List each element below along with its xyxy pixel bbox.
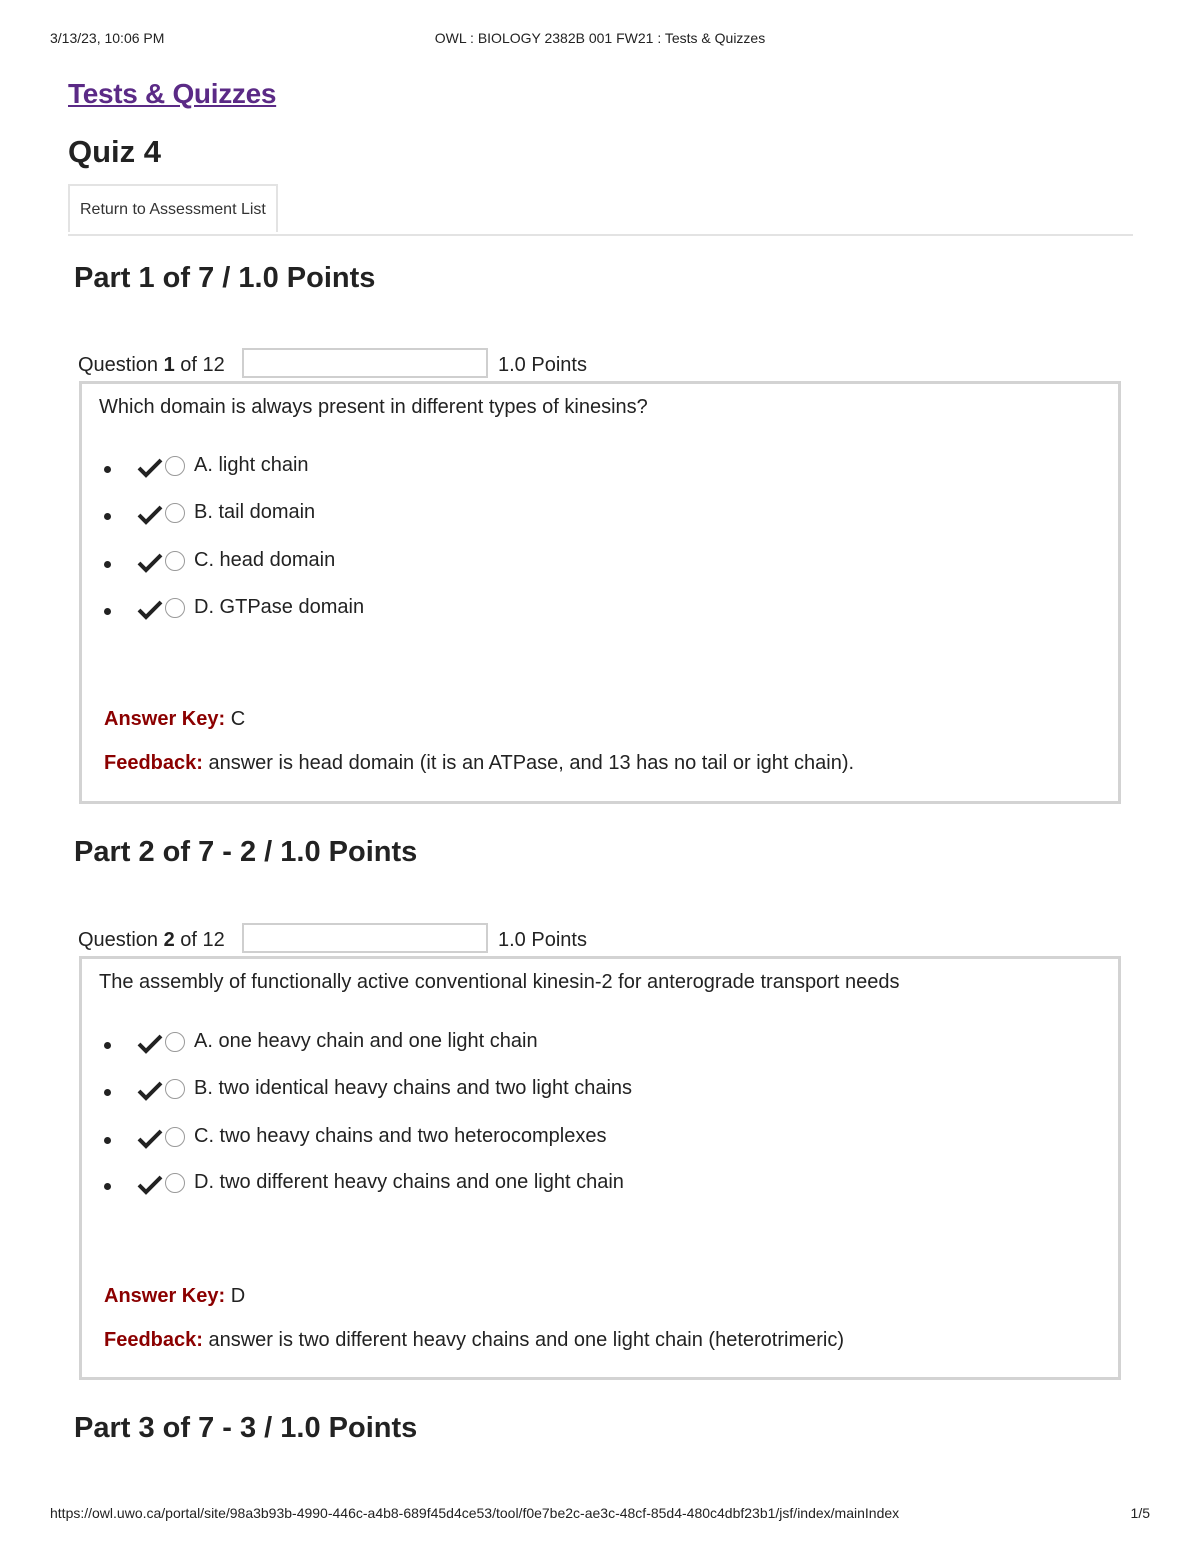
answer-c-radio[interactable]: [165, 1127, 185, 1147]
question-1-header: [78, 348, 638, 382]
print-header: [50, 30, 1150, 50]
answer-d-text: D. GTPase domain: [194, 596, 365, 618]
bullet-icon: [104, 608, 111, 615]
bullet-icon: [104, 1137, 111, 1144]
answer-b-text: B. two identical heavy chains and two light chains: [194, 1077, 633, 1099]
checkmark-icon: [137, 1033, 163, 1055]
bullet-icon: [104, 1042, 111, 1049]
tests-quizzes-link[interactable]: Tests & Quizzes: [68, 78, 277, 109]
question-2-feedback: Feedback: answer is two different heavy chains and one light chain (heterotrimeric): [104, 1329, 845, 1351]
question-1-score-input[interactable]: [242, 348, 488, 378]
question-1-text: Which domain is always present in different types of kinesins?: [99, 396, 648, 418]
question-2-header: [78, 923, 638, 957]
print-date: 3/13/23, 10:06 PM: [50, 30, 165, 46]
checkmark-icon: [137, 1128, 163, 1150]
checkmark-icon: [137, 457, 163, 479]
print-page-number: 1/5: [1130, 1505, 1150, 1521]
return-to-assessment-list-button[interactable]: Return to Assessment List: [68, 184, 278, 232]
question-2-label: Question 2 of 12: [78, 929, 225, 951]
question-1-answer-key: Answer Key: C: [104, 708, 246, 730]
answer-d-text: D. two different heavy chains and one light chain: [194, 1171, 624, 1193]
bullet-icon: [104, 561, 111, 568]
answer-d-radio[interactable]: [165, 1173, 185, 1193]
question-2-score-input[interactable]: [242, 923, 488, 953]
print-footer: [50, 1505, 1150, 1525]
answer-d-radio[interactable]: [165, 598, 185, 618]
quiz-title: Quiz 4: [68, 134, 162, 169]
question-2-box: [79, 956, 1121, 1380]
assessment-nav-bar: [68, 184, 1133, 236]
checkmark-icon: [137, 1174, 163, 1196]
question-2-text: The assembly of functionally active conventional kinesin-2 for anterograde transport needs: [99, 971, 900, 993]
answer-a-radio[interactable]: [165, 456, 185, 476]
bullet-icon: [104, 1183, 111, 1190]
question-1-label: Question 1 of 12: [78, 354, 225, 376]
answer-b-radio[interactable]: [165, 1079, 185, 1099]
question-2-answer-key: Answer Key: D: [104, 1285, 246, 1307]
answer-a-text: A. light chain: [194, 454, 309, 476]
print-doc-title: OWL : BIOLOGY 2382B 001 FW21 : Tests & Quizzes: [434, 30, 766, 46]
part-3-title: Part 3 of 7 - 3 / 1.0 Points: [74, 1412, 418, 1444]
checkmark-icon: [137, 552, 163, 574]
question-1-box: [79, 381, 1121, 804]
part-1-title: Part 1 of 7 / 1.0 Points: [74, 262, 376, 294]
bullet-icon: [104, 513, 111, 520]
answer-c-radio[interactable]: [165, 551, 185, 571]
bullet-icon: [104, 466, 111, 473]
question-2-points: 1.0 Points: [498, 929, 587, 951]
question-1-feedback: Feedback: answer is head domain (it is an ATPase, and 13 has no tail or ight chain).: [104, 752, 855, 774]
answer-b-text: B. tail domain: [194, 501, 316, 523]
checkmark-icon: [137, 504, 163, 526]
answer-c-text: C. two heavy chains and two heterocomplexes: [194, 1125, 607, 1147]
part-2-title: Part 2 of 7 - 2 / 1.0 Points: [74, 836, 418, 868]
answer-a-radio[interactable]: [165, 1032, 185, 1052]
checkmark-icon: [137, 1080, 163, 1102]
checkmark-icon: [137, 599, 163, 621]
answer-b-radio[interactable]: [165, 503, 185, 523]
question-1-points: 1.0 Points: [498, 354, 587, 376]
answer-c-text: C. head domain: [194, 549, 336, 571]
bullet-icon: [104, 1089, 111, 1096]
print-url: https://owl.uwo.ca/portal/site/98a3b93b-4990-446c-a4b8-689f45d4ce53/tool/f0e7be2c-ae3c-48cf-85d4-480c4dbf23b1/jsf/index/mainIndex: [50, 1505, 900, 1521]
answer-a-text: A. one heavy chain and one light chain: [194, 1030, 538, 1052]
